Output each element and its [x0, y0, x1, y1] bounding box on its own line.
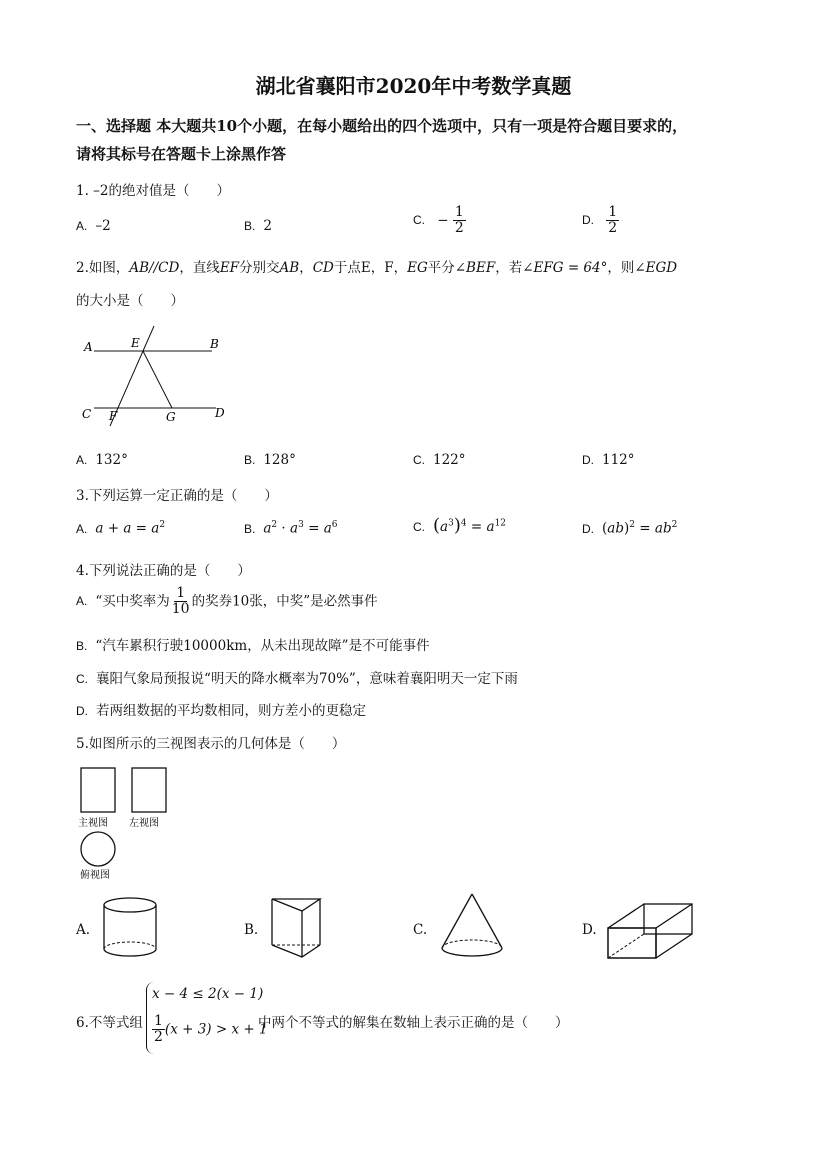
- q4-option-a: A. “买中奖率为 $\frac{1}{10}$ 的奖券10张，中奖”是必然事件: [76, 585, 378, 618]
- q2-stem-line2: 的大小是（ ）: [76, 293, 184, 309]
- q5-three-views: [76, 762, 186, 882]
- q3-option-b: B. $a^2 \cdot a^3 = a^6$: [244, 520, 338, 537]
- top-view-label: 俯视图: [80, 870, 110, 881]
- line-eg: [143, 351, 172, 408]
- q5-option-d-label: D.: [582, 922, 597, 938]
- section-line-1: 一、选择题 本大题共10个小题，在每小题给出的四个选项中，只有一项是符合题目要求的，: [76, 117, 688, 135]
- q1-option-d: D. $\frac{1}{2}$: [582, 204, 618, 237]
- cone-shape: [436, 890, 516, 965]
- q1-stem: 1. –2的绝对值是（ ）: [76, 183, 231, 199]
- q2-option-c: C. 122°: [413, 452, 466, 468]
- front-view: [81, 768, 115, 812]
- q1-option-c: C. − $\frac{1}{2}$: [413, 204, 464, 237]
- q1-option-a: A. –2: [76, 218, 111, 234]
- left-view: [132, 768, 166, 812]
- point-b-label: B: [210, 337, 219, 351]
- q5-option-c-label: C.: [413, 922, 428, 938]
- cylinder-shape: [98, 893, 168, 963]
- point-c-label: C: [82, 407, 92, 421]
- q2-option-d: D. 112°: [582, 452, 635, 468]
- q3-option-c: C. $(a^3)^4 = a^{12}$: [413, 515, 507, 536]
- q5-option-b-label: B.: [244, 922, 259, 938]
- q6-stem-pre: 6.不等式组: [76, 1015, 143, 1031]
- point-g-label: G: [166, 410, 176, 424]
- q4-option-d: D. 若两组数据的平均数相同，则方差小的更稳定: [76, 703, 366, 719]
- top-view: [81, 832, 115, 866]
- fraction: $\frac{1}{2}$: [454, 204, 464, 237]
- q2-stem: 2.如图，AB//CD，直线EF分别交AB，CD于点E，F，EG平分∠BEF，若∠EFG = 64°，则∠EGD: [76, 260, 678, 276]
- q6-inequality-2: $\frac{1}{2}$ (x + 3) > x + 1: [154, 1013, 268, 1046]
- q4-stem: 4.下列说法正确的是（ ）: [76, 563, 251, 579]
- q3-stem: 3.下列运算一定正确的是（ ）: [76, 488, 278, 504]
- q4-option-c: C. 襄阳气象局预报说“明天的降水概率为70%”，意味着襄阳明天一定下雨: [76, 671, 518, 687]
- q2-option-b: B. 128°: [244, 452, 296, 468]
- q2-option-a: A. 132°: [76, 452, 128, 468]
- q5-stem: 5.如图所示的三视图表示的几何体是（ ）: [76, 736, 346, 752]
- prism-shape: [268, 893, 338, 963]
- point-a-label: A: [84, 340, 93, 354]
- section-header: [76, 112, 766, 168]
- q1-option-b: B. 2: [244, 218, 272, 234]
- fraction: $\frac{1}{2}$: [608, 204, 618, 237]
- point-d-label: D: [215, 406, 225, 420]
- q3-option-d: D. $(ab)^2 = ab^2$: [582, 520, 678, 537]
- page-title: 湖北省襄阳市2020年中考数学真题: [255, 74, 572, 98]
- q5-option-a-label: A.: [76, 922, 91, 938]
- cuboid-shape: [604, 898, 699, 963]
- left-view-label: 左视图: [129, 818, 159, 829]
- front-view-label: 主视图: [78, 818, 108, 829]
- point-f-label: F: [109, 409, 118, 423]
- q3-option-a: A. $a + a = a^2$: [76, 520, 166, 537]
- q4-option-b: B. “汽车累积行驶10000km，从未出现故障”是不可能事件: [76, 638, 430, 654]
- q6-stem-post: 中两个不等式的解集在数轴上表示正确的是（ ）: [258, 1015, 569, 1031]
- section-line-2: 请将其标号在答题卡上涂黑作答: [76, 145, 287, 163]
- q6-inequality-1: x − 4 ≤ 2(x − 1): [152, 986, 264, 1002]
- q2-figure: [76, 320, 236, 430]
- point-e-label: E: [131, 336, 140, 350]
